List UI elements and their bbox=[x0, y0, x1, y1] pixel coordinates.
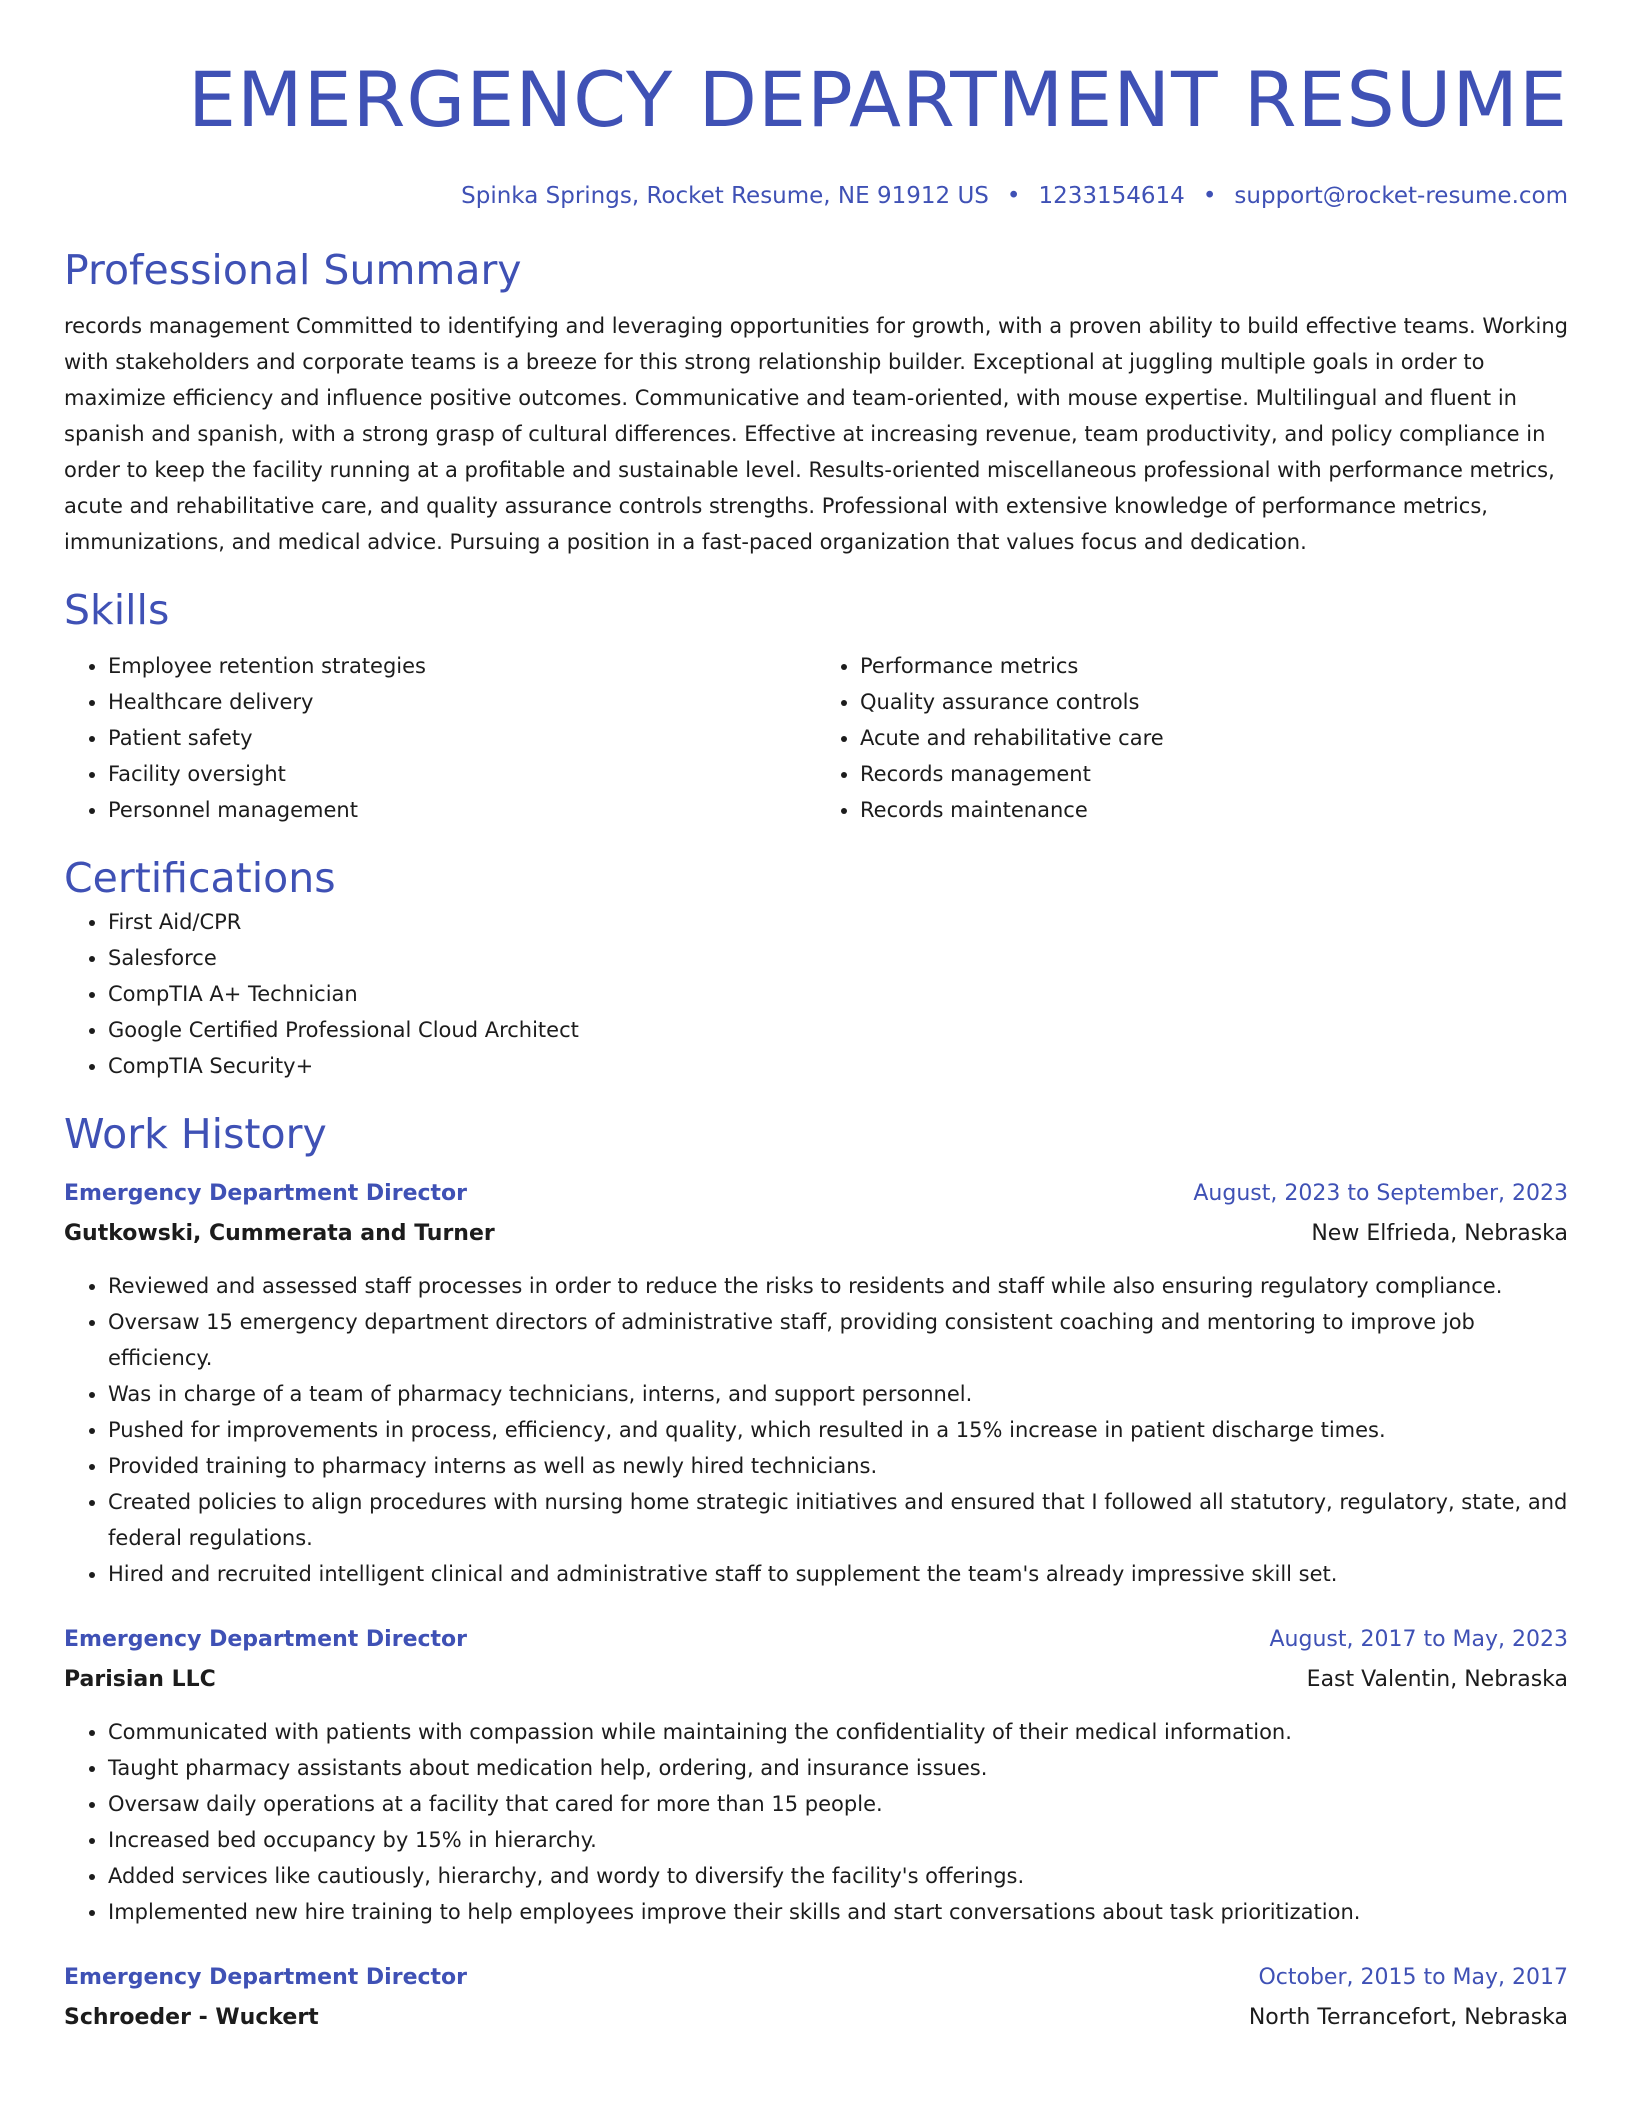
skill-item: • Healthcare delivery bbox=[108, 684, 816, 720]
job-company: Parisian LLC bbox=[64, 1667, 216, 1692]
job-bullet: • Taught pharmacy assistants about medication help, ordering, and insurance issues. bbox=[108, 1750, 1568, 1786]
contact-separator: • bbox=[1006, 183, 1021, 209]
certification-item: • First Aid/CPR bbox=[108, 904, 1568, 940]
skills-list-right bbox=[816, 648, 1568, 828]
skill-item: • Personnel management bbox=[108, 792, 816, 828]
skills-list-left bbox=[64, 648, 816, 828]
skill-item: • Performance metrics bbox=[860, 648, 1568, 684]
job-bullet: • Provided training to pharmacy interns as well as newly hired technicians. bbox=[108, 1448, 1568, 1484]
summary-heading: Professional Summary bbox=[64, 246, 522, 294]
skill-item: • Acute and rehabilitative care bbox=[860, 720, 1568, 756]
contact-email: support@rocket-resume.com bbox=[1234, 183, 1568, 209]
job-title: Emergency Department Director bbox=[64, 1181, 468, 1206]
job-bullet: • Was in charge of a team of pharmacy technicians, interns, and support personnel. bbox=[108, 1376, 1568, 1412]
job-company: Schroeder - Wuckert bbox=[64, 2005, 319, 2030]
job-bullet: • Communicated with patients with compassion while maintaining the confidentiality of their medical information. bbox=[108, 1714, 1568, 1750]
work-history-heading: Work History bbox=[64, 1110, 327, 1158]
skills-heading: Skills bbox=[64, 586, 170, 634]
job-location: New Elfrieda, Nebraska bbox=[1311, 1221, 1568, 1246]
job-dates: October, 2015 to May, 2017 bbox=[1258, 1965, 1568, 1990]
job-bullet: • Created policies to align procedures with nursing home strategic initiatives and ensured that I followed all statutory, regulatory, state, and federal regulations. bbox=[108, 1484, 1568, 1556]
job-entry bbox=[64, 1176, 1568, 1592]
resume-header bbox=[64, 0, 1568, 212]
job-title: Emergency Department Director bbox=[64, 1965, 468, 1990]
skill-item: • Quality assurance controls bbox=[860, 684, 1568, 720]
job-bullets bbox=[64, 1268, 1568, 1592]
job-bullet: • Implemented new hire training to help employees improve their skills and start conversations about task prioritization. bbox=[108, 1894, 1568, 1930]
resume-title: EMERGENCY DEPARTMENT RESUME bbox=[187, 55, 1568, 144]
certifications-list bbox=[64, 904, 1568, 1084]
summary-text: records management Committed to identifying and leveraging opportunities for growth, with a proven ability to build effective teams. Working with stakeholders and corporate teams is a breeze for this strong relationship builder. Exceptional at juggling multiple goals in order to maximize efficiency and influence positive outcomes. Communicative and team-oriented, with mouse expertise. Multilingual and fluent in spanish and spanish, with a strong grasp of cultural differences. Effective at increasing revenue, team productivity, and policy compliance in order to keep the facility running at a profitable and sustainable level. Results-oriented miscellaneous professional with performance metrics, acute and rehabilitative care, and quality assurance controls strengths. Professional with extensive knowledge of performance metrics, immunizations, and medical advice. Pursuing a position in a fast-paced organization that values focus and dedication. bbox=[64, 314, 1568, 554]
job-dates: August, 2017 to May, 2023 bbox=[1269, 1627, 1568, 1652]
job-location: North Terrancefort, Nebraska bbox=[1248, 2005, 1568, 2030]
contact-line bbox=[64, 180, 1568, 212]
skill-item: • Patient safety bbox=[108, 720, 816, 756]
job-bullet: • Oversaw 15 emergency department directors of administrative staff, providing consistent coaching and mentoring to improve job efficiency. bbox=[108, 1304, 1568, 1376]
job-location: East Valentin, Nebraska bbox=[1306, 1667, 1568, 1692]
certification-item: • Google Certified Professional Cloud Architect bbox=[108, 1012, 1568, 1048]
skill-item: • Records management bbox=[860, 756, 1568, 792]
contact-separator: • bbox=[1202, 183, 1217, 209]
job-bullet: • Increased bed occupancy by 15% in hierarchy. bbox=[108, 1822, 1568, 1858]
job-bullet: • Oversaw daily operations at a facility that cared for more than 15 people. bbox=[108, 1786, 1568, 1822]
skill-item: • Facility oversight bbox=[108, 756, 816, 792]
job-bullet: • Reviewed and assessed staff processes in order to reduce the risks to residents and staff while also ensuring regulatory compliance. bbox=[108, 1268, 1568, 1304]
job-bullet: • Added services like cautiously, hierarchy, and wordy to diversify the facility's offerings. bbox=[108, 1858, 1568, 1894]
job-entry bbox=[64, 1622, 1568, 1930]
job-bullet: • Pushed for improvements in process, efficiency, and quality, which resulted in a 15% increase in patient discharge times. bbox=[108, 1412, 1568, 1448]
job-entry bbox=[64, 1960, 1568, 2036]
job-dates: August, 2023 to September, 2023 bbox=[1193, 1181, 1568, 1206]
job-bullet: • Hired and recruited intelligent clinical and administrative staff to supplement the team's already impressive skill set. bbox=[108, 1556, 1568, 1592]
certification-item: • CompTIA Security+ bbox=[108, 1048, 1568, 1084]
skill-item: • Records maintenance bbox=[860, 792, 1568, 828]
contact-address: Spinka Springs, Rocket Resume, NE 91912 US bbox=[461, 183, 989, 209]
certification-item: • CompTIA A+ Technician bbox=[108, 976, 1568, 1012]
certification-item: • Salesforce bbox=[108, 940, 1568, 976]
certifications-heading: Certifications bbox=[64, 854, 336, 902]
job-bullets bbox=[64, 1714, 1568, 1930]
job-company: Gutkowski, Cummerata and Turner bbox=[64, 1221, 495, 1246]
job-title: Emergency Department Director bbox=[64, 1627, 468, 1652]
skill-item: • Employee retention strategies bbox=[108, 648, 816, 684]
contact-phone: 1233154614 bbox=[1038, 183, 1185, 209]
skills-grid bbox=[64, 648, 1568, 828]
